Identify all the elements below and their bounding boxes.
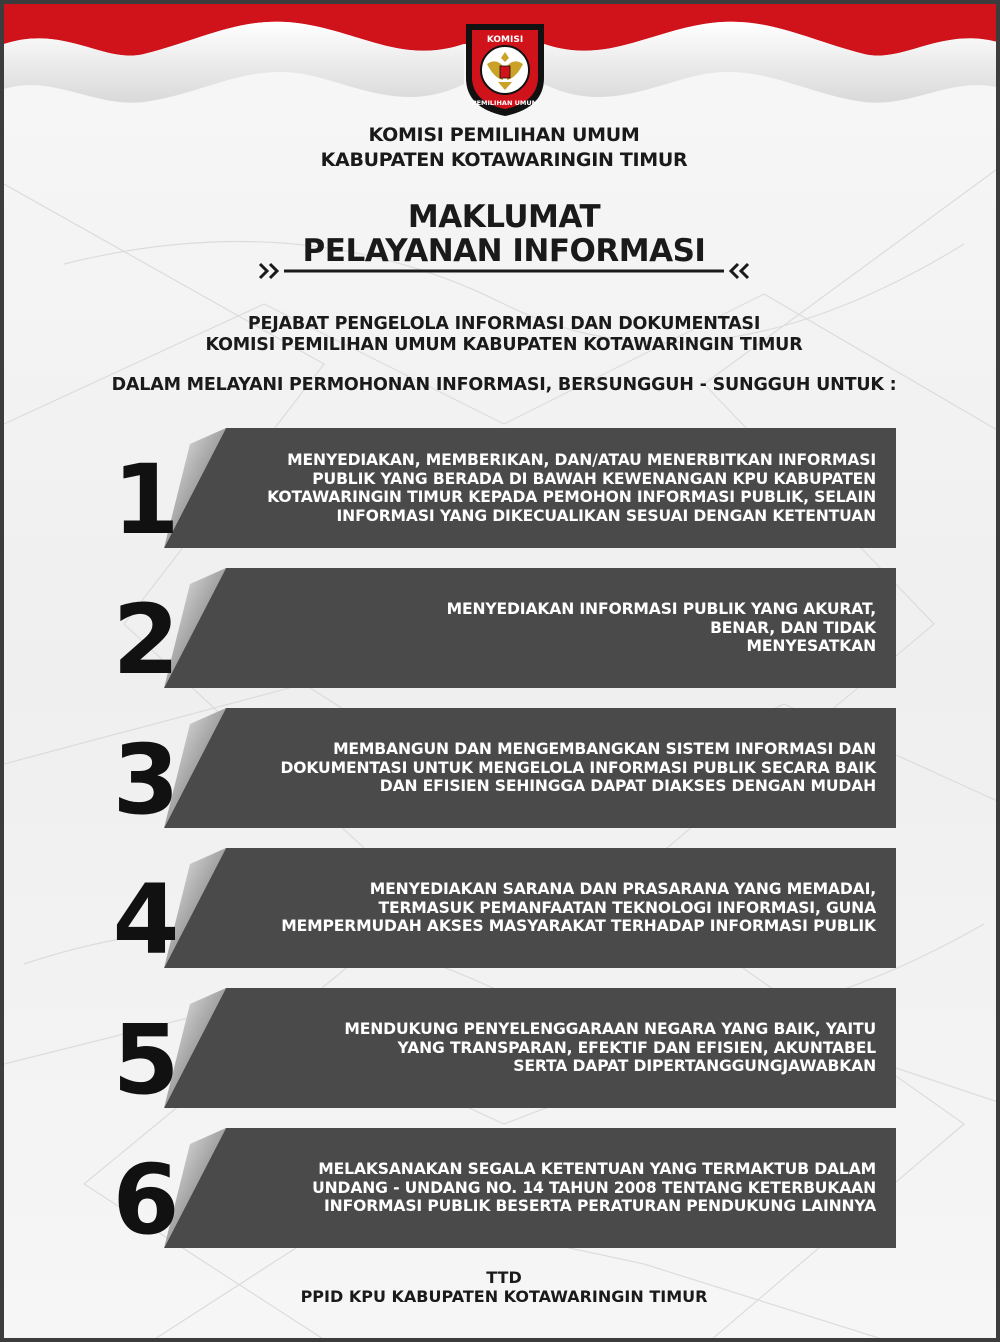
page-title-line1: MAKLUMAT (407, 199, 601, 235)
intro-line3: DALAM MELAYANI PERMOHONAN INFORMASI, BERSUNGGUH - SUNGGUH UNTUK : (111, 375, 897, 395)
intro-line1: PEJABAT PENGELOLA INFORMASI DAN DOKUMENTASI (247, 314, 761, 334)
double-chevron-right-icon (260, 264, 277, 278)
commitment-item (104, 566, 904, 696)
commitment-text (216, 706, 876, 830)
commitment-text-line: KOTAWARINGIN TIMUR KEPADA PEMOHON INFORMASI PUBLIK, SELAIN (267, 488, 876, 506)
title-underline (258, 260, 750, 282)
commitment-text-line: MENDUKUNG PENYELENGGARAAN NEGARA YANG BAIK, YAITU (344, 1020, 876, 1039)
commitment-text-line: MELAKSANAKAN SEGALA KETENTUAN YANG TERMAKTUB DALAM (318, 1160, 876, 1179)
commitment-text (216, 426, 876, 550)
commitment-number: 2 (112, 584, 176, 696)
org-name-line1: KOMISI PEMILIHAN UMUM (368, 124, 640, 146)
commitment-text (216, 986, 876, 1110)
commitment-number: 3 (112, 724, 176, 836)
commitment-text-line: SERTA DAPAT DIPERTANGGUNGJAWABKAN (513, 1057, 876, 1076)
logo-bottom-text: PEMILIHAN UMUM (471, 99, 539, 107)
commitment-text-line: MENYEDIAKAN SARANA DAN PRASARANA YANG MEMADAI, (369, 880, 876, 899)
page-title-line2: PELAYANAN INFORMASI (302, 233, 706, 269)
commitment-text-line: INFORMASI YANG DIKECUALIKAN SESUAI DENGAN KETENTUAN (336, 506, 876, 525)
commitment-text-line: INFORMASI PUBLIK BESERTA PERATURAN PENDUKUNG LAINNYA (324, 1197, 876, 1216)
commitment-text-line: BENAR, DAN TIDAK (710, 618, 876, 637)
logo-top-text: KOMISI (486, 35, 524, 45)
commitment-number: 5 (112, 1004, 176, 1116)
commitment-item (104, 706, 904, 836)
commitment-item (104, 846, 904, 976)
intro-line2: KOMISI PEMILIHAN UMUM KABUPATEN KOTAWARINGIN TIMUR (205, 335, 803, 355)
footer-ttd: TTD (486, 1268, 522, 1287)
commitment-text-line: TERMASUK PEMANFAATAN TEKNOLOGI INFORMASI, GUNA (378, 898, 876, 917)
double-chevron-left-icon (731, 264, 748, 278)
commitment-text-line: MENYESATKAN (746, 637, 876, 656)
commitment-text-line: YANG TRANSPARAN, EFEKTIF DAN EFISIEN, AKUNTABEL (397, 1038, 876, 1057)
footer-signatory: PPID KPU KABUPATEN KOTAWARINGIN TIMUR (300, 1287, 708, 1306)
commitment-number: 4 (112, 864, 176, 976)
commitment-text-line: DOKUMENTASI UNTUK MENGELOLA INFORMASI PUBLIK SECARA BAIK (280, 758, 876, 777)
commitment-item (104, 426, 904, 556)
commitment-text-line: MEMBANGUN DAN MENGEMBANGKAN SISTEM INFORMASI DAN (333, 740, 876, 759)
commitment-number: 6 (112, 1144, 176, 1256)
commitment-number: 1 (112, 444, 176, 556)
commitment-text-line: DAN EFISIEN SEHINGGA DAPAT DIAKSES DENGAN MUDAH (379, 777, 876, 796)
commitment-text-line: PUBLIK YANG BERADA DI BAWAH KEWENANGAN KPU KABUPATEN (312, 469, 876, 488)
commitment-text-line: MENYEDIAKAN, MEMBERIKAN, DAN/ATAU MENERBITKAN INFORMASI (287, 451, 876, 469)
commitment-text (216, 1126, 876, 1250)
org-name-line2: KABUPATEN KOTAWARINGIN TIMUR (320, 149, 688, 171)
commitment-item (104, 986, 904, 1116)
commitment-text-line: MEMPERMUDAH AKSES MASYARAKAT TERHADAP INFORMASI PUBLIK (281, 917, 876, 936)
commitment-text (216, 846, 876, 970)
commitment-text-line: MENYEDIAKAN INFORMASI PUBLIK YANG AKURAT, (446, 600, 876, 619)
commitment-item (104, 1126, 904, 1256)
commitment-text-line: UNDANG - UNDANG NO. 14 TAHUN 2008 TENTANG KETERBUKAAN (312, 1178, 876, 1197)
kpu-logo (458, 18, 552, 118)
commitment-text (216, 566, 876, 690)
